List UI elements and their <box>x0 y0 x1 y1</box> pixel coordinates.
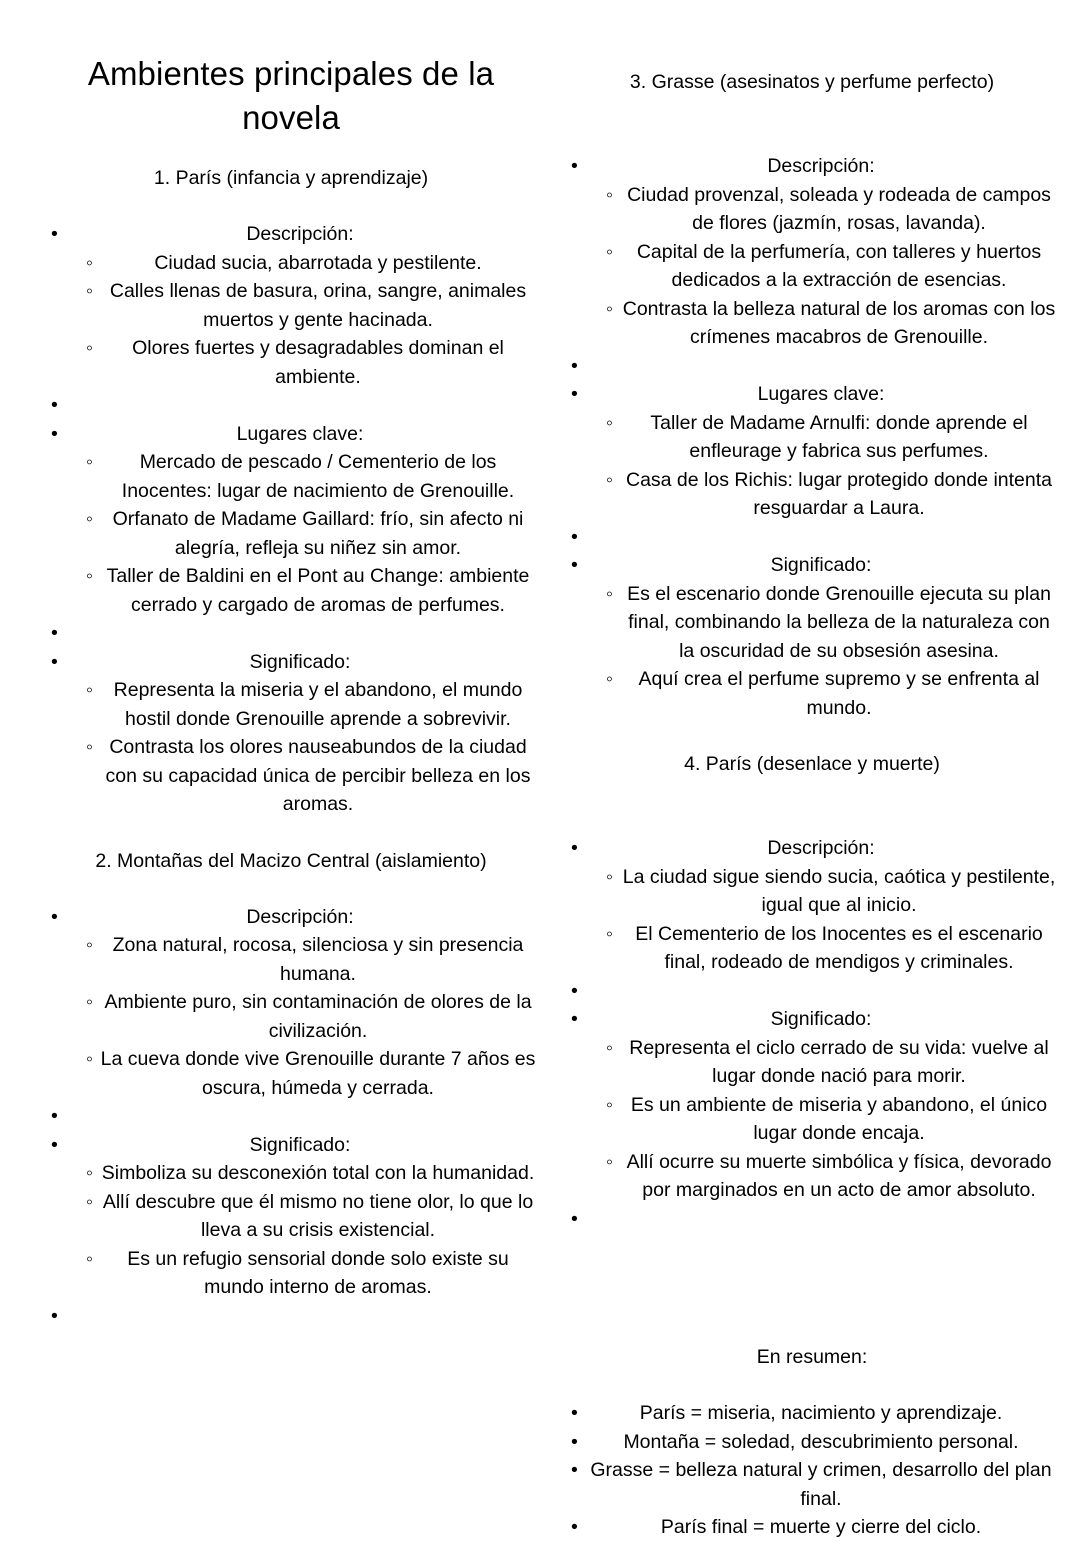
list-item <box>42 676 540 733</box>
list-item <box>42 988 540 1045</box>
list-item-text: ◦ Allí ocurre su muerte simbólica y física, devorado por marginados en un acto de amor absoluto. <box>626 1150 1052 1201</box>
list-item-text: ◦ Mercado de pescado / Cementerio de los Inocentes: lugar de nacimiento de Grenouille. <box>121 451 515 502</box>
label-descripcion: • Descripción: <box>767 155 875 177</box>
list-item <box>42 648 540 677</box>
list-item-text: ◦ Es el escenario donde Grenouille ejecuta su plan final, combinando la belleza de la naturaleza con la oscuridad de su obsesión asesina. <box>627 582 1051 662</box>
list-item <box>562 181 1062 238</box>
list-item <box>42 420 540 449</box>
list-item-text: • París = miseria, nacimiento y aprendizaje. <box>639 1402 1003 1424</box>
list-item <box>562 380 1062 409</box>
list-item <box>562 665 1062 722</box>
left-column <box>28 52 546 1527</box>
list-item-text: ◦ Calles llenas de basura, orina, sangre, animales muertos y gente hacinada. <box>109 280 527 331</box>
list-item <box>42 1159 540 1188</box>
label-descripcion: • Descripción: <box>767 837 875 859</box>
right-column <box>546 52 1064 1538</box>
list-item <box>42 903 540 932</box>
list-item-text: • Montaña = soledad, descubrimiento personal. <box>623 1430 1019 1453</box>
list-item <box>562 1148 1062 1205</box>
page-title: Ambientes principales de la novela <box>87 55 495 136</box>
list-item-text: ◦ Aquí crea el perfume supremo y se enfrenta al mundo. <box>638 668 1040 719</box>
list-item <box>42 931 540 988</box>
list-item-empty <box>562 977 1062 1006</box>
list-item-text: ◦ Capital de la perfumería, con talleres y huertos dedicados a la extracción de esencias. <box>636 240 1042 291</box>
list-item-text: ◦ Taller de Baldini en el Pont au Change: ambiente cerrado y cargado de aromas de perfumes. <box>106 565 530 616</box>
list-item-text: • Grasse = belleza natural y crimen, desarrollo del plan final. <box>590 1459 1052 1510</box>
list-item <box>42 249 540 278</box>
list-item <box>42 1188 540 1245</box>
list-item <box>42 1131 540 1160</box>
list-item-text: ◦ Olores fuertes y desagradables dominan el ambiente. <box>132 337 504 388</box>
list-item <box>562 238 1062 295</box>
list-item-empty <box>562 1205 1062 1234</box>
section-heading-montanas: 2. Montañas del Macizo Central (aislamiento) <box>95 849 487 872</box>
list-item <box>42 334 540 391</box>
list-item-empty <box>42 1302 540 1331</box>
list-item <box>562 1091 1062 1148</box>
spacer <box>562 1233 1062 1343</box>
list-item-text: ◦ Taller de Madame Arnulfi: donde aprende el enfleurage y fabrica sus perfumes. <box>650 411 1028 462</box>
list-item-text: ◦ Es un ambiente de miseria y abandono, el único lugar donde encaja. <box>630 1093 1048 1144</box>
list-item <box>562 152 1062 181</box>
list-item <box>562 295 1062 352</box>
section-heading-paris-desenlace: 4. París (desenlace y muerte) <box>684 753 940 775</box>
list-item <box>42 277 540 334</box>
list-item <box>562 1399 1062 1428</box>
list-item-text: ◦ Ciudad provenzal, soleada y rodeada de campos de flores (jazmín, rosas, lavanda). <box>627 183 1051 234</box>
list-item <box>562 1456 1062 1513</box>
label-significado: • Significado: <box>770 1008 872 1030</box>
spacer <box>42 140 540 164</box>
label-descripcion: • Descripción: <box>246 223 354 245</box>
list-item-text: • París final = muerte y cierre del ciclo. <box>660 1516 982 1538</box>
list-item-text: ◦ Representa el ciclo cerrado de su vida: vuelve al lugar donde nació para morir. <box>629 1036 1049 1087</box>
list-item <box>562 409 1062 466</box>
spacer <box>562 96 1062 152</box>
label-significado: • Significado: <box>770 554 872 576</box>
spacer <box>562 1371 1062 1399</box>
list-item <box>562 1428 1062 1457</box>
list-item <box>42 220 540 249</box>
section-heading-paris-infancia: 1. París (infancia y aprendizaje) <box>153 167 429 189</box>
label-descripcion: • Descripción: <box>246 905 354 928</box>
list-item-text: ◦ La ciudad sigue siendo sucia, caótica y pestilente, igual que al inicio. <box>622 865 1056 916</box>
summary-heading: En resumen: <box>756 1346 868 1368</box>
list-item <box>42 448 540 505</box>
list-item <box>562 1034 1062 1091</box>
spacer <box>562 52 1062 68</box>
list-item-text: ◦ Ambiente puro, sin contaminación de olores de la civilización. <box>104 991 532 1042</box>
spacer <box>562 722 1062 750</box>
label-lugares-clave: • Lugares clave: <box>757 383 885 405</box>
list-item <box>562 1513 1062 1542</box>
list-item <box>562 863 1062 920</box>
list-item <box>42 505 540 562</box>
list-item-text: ◦ Contrasta la belleza natural de los aromas con los crímenes macabros de Grenouille. <box>622 297 1056 348</box>
list-item-empty <box>42 1102 540 1131</box>
list-item-text: ◦ Casa de los Richis: lugar protegido donde intenta resguardar a Laura. <box>625 468 1053 519</box>
label-significado: • Significado: <box>249 650 351 673</box>
list-item-text: ◦ Contrasta los olores nauseabundos de la ciudad con su capacidad única de percibir belleza en los aromas. <box>105 736 531 815</box>
list-item <box>42 733 540 819</box>
spacer <box>42 819 540 847</box>
list-item <box>42 1245 540 1302</box>
spacer <box>562 778 1062 834</box>
list-item-text: ◦ Orfanato de Madame Gaillard: frío, sin afecto ni alegría, refleja su niñez sin amor. <box>112 508 524 559</box>
list-item-empty <box>562 523 1062 552</box>
label-lugares-clave: • Lugares clave: <box>236 422 364 445</box>
list-item <box>42 1045 540 1102</box>
list-item-text: ◦ El Cementerio de los Inocentes es el escenario final, rodeado de mendigos y criminales. <box>635 922 1043 973</box>
list-item-empty <box>42 619 540 648</box>
list-item <box>562 551 1062 580</box>
spacer <box>42 875 540 903</box>
list-item-text: ◦ Ciudad sucia, abarrotada y pestilente. <box>154 251 482 274</box>
list-item-text: ◦ Es un refugio sensorial donde solo existe su mundo interno de aromas. <box>127 1247 509 1298</box>
list-item-text: ◦ Simboliza su desconexión total con la humanidad. <box>101 1162 535 1184</box>
list-item <box>562 920 1062 977</box>
list-item-empty <box>42 391 540 420</box>
list-item-empty <box>562 352 1062 381</box>
list-item <box>562 1005 1062 1034</box>
list-item-text: ◦ Zona natural, rocosa, silenciosa y sin presencia humana. <box>112 934 524 985</box>
list-item <box>562 834 1062 863</box>
section-heading-grasse: 3. Grasse (asesinatos y perfume perfecto) <box>629 71 995 93</box>
list-item-text: ◦ Allí descubre que él mismo no tiene olor, lo que lo lleva a su crisis existencial. <box>102 1190 534 1241</box>
label-significado: • Significado: <box>249 1133 351 1156</box>
list-item <box>562 580 1062 666</box>
spacer <box>42 192 540 220</box>
list-item <box>562 466 1062 523</box>
list-item-text: ◦ Representa la miseria y el abandono, el mundo hostil donde Grenouille aprende a sobrevivir. <box>113 679 523 730</box>
list-item <box>42 562 540 619</box>
list-item-text: ◦ La cueva donde vive Grenouille durante 7 años es oscura, húmeda y cerrada. <box>100 1048 536 1099</box>
